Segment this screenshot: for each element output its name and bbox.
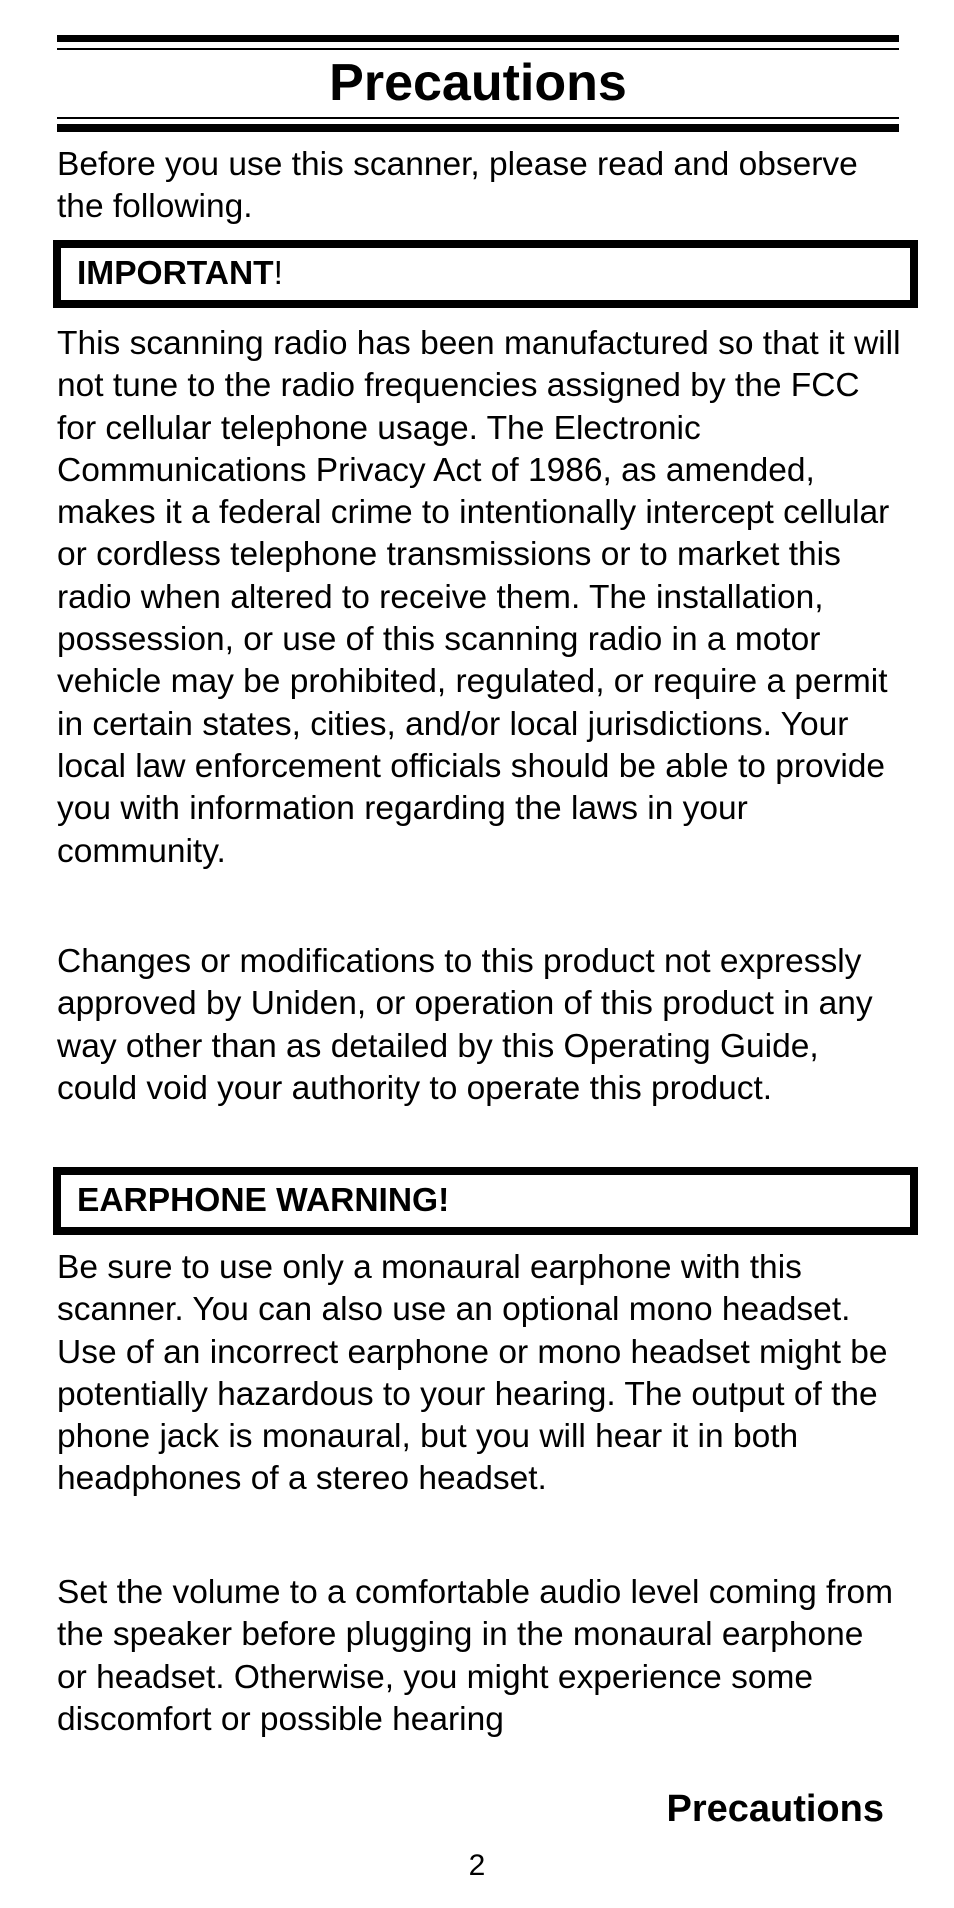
important-paragraph-2: Changes or modifications to this product not expressly approved by Uniden, or operation of this product in any way other than as detailed by this Operating Guide, could void your authority to operate this product. <box>57 943 873 1107</box>
earphone-paragraph-1: Be sure to use only a monaural earphone with this scanner. You can also use an optional mono headset. Use of an incorrect earphone or mono headset might be potentially hazardous to your hearing. The output of the phone jack is monaural, but you will hear it in both headphones of a stereo headset. <box>57 1249 888 1498</box>
important-paragraph-1: This scanning radio has been manufactured so that it will not tune to the radio frequencies assigned by the FCC for cellular telephone usage. The Electronic Communications Privacy Act of 1986, as amended, makes it a federal crime to intentionally intercept cellular or cordless telephone transmissions or to market this radio when altered to receive them. The installation, possession, or use of this scanning radio in a motor vehicle may be prohibited, regulated, or require a permit in certain states, cities, and/or local jurisdictions. Your local law enforcement officials should be able to provide you with information regarding the laws in your community. <box>57 325 901 870</box>
earphone-warning-heading: EARPHONE WARNING! <box>77 1182 450 1219</box>
important-heading: IMPORTANT <box>77 255 274 292</box>
important-heading-suffix: ! <box>273 255 283 292</box>
intro-paragraph: Before you use this scanner, please read and observe the following. <box>57 146 858 226</box>
header-rule-top-thick <box>57 35 899 42</box>
header-rule-bottom-thin <box>57 117 899 119</box>
page-number: 2 <box>468 1849 486 1882</box>
page-title: Precautions <box>329 54 627 112</box>
header-rule-bottom-thick <box>57 124 899 132</box>
important-box <box>53 240 918 308</box>
earphone-paragraph-2: Set the volume to a comfortable audio level coming from the speaker before plugging in the monaural earphone or headset. Otherwise, you might experience some discomfort or possible hearing <box>57 1574 894 1738</box>
footer-section-title: Precautions <box>666 1788 884 1830</box>
earphone-warning-box <box>53 1167 918 1235</box>
